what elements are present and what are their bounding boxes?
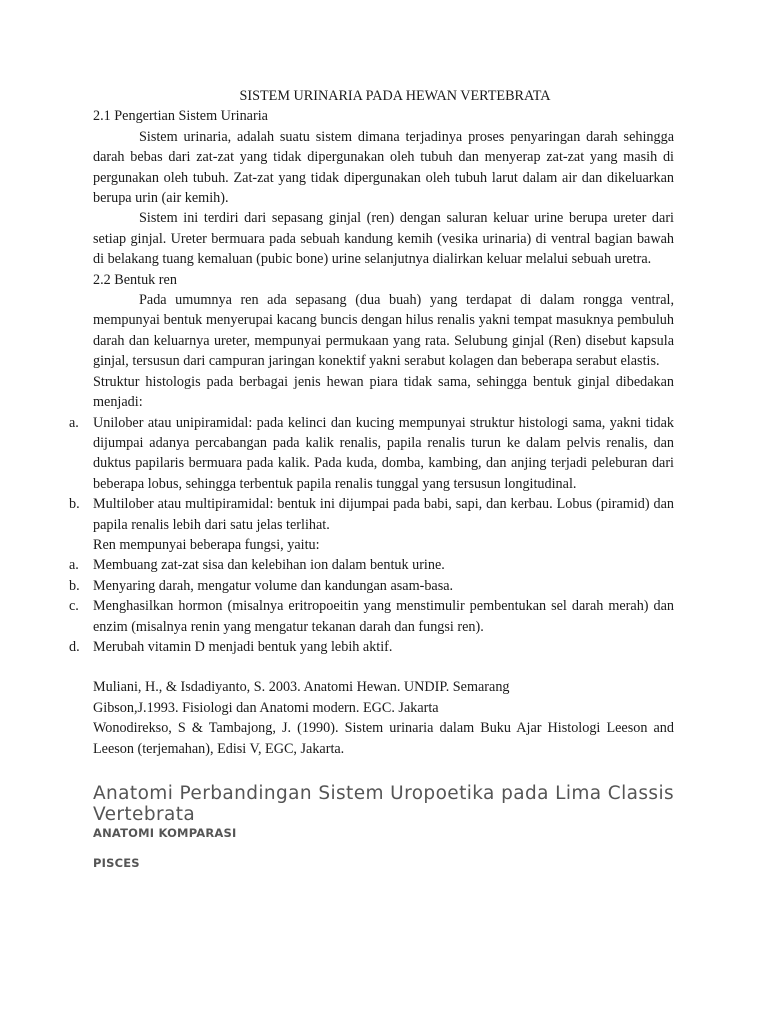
article-subheading: ANATOMI KOMPARASI <box>93 826 237 840</box>
list-item <box>69 494 674 535</box>
spacer <box>0 657 768 677</box>
list-item-text: Merubah vitamin D menjadi bentuk yang lebih aktif. <box>93 638 393 655</box>
list-item-text: Menyaring darah, mengatur volume dan kandungan asam-basa. <box>93 577 454 594</box>
paragraph: Sistem ini terdiri dari sepasang ginjal (ren) dengan saluran keluar urine berupa ureter dari setiap ginjal. Ureter bermuara pada sebuah kandung kemih (vesika urinaria) di ventral bagian bawah di belakang tuang kemaluan (pubic bone) urine selanjutnya dialirkan keluar melalui sebuah uretra. <box>93 210 674 268</box>
paragraph: Ren mempunyai beberapa fungsi, yaitu: <box>93 536 320 553</box>
reference-entry: Wonodirekso, S & Tambajong, J. (1990). Sistem urinaria dalam Buku Ajar Histologi Leeson and Leeson (terjemahan), Edisi V, EGC, Jakarta. <box>93 720 674 757</box>
section-heading-1: 2.1 Pengertian Sistem Urinaria <box>93 108 268 125</box>
list-item-text: Menghasilkan hormon (misalnya eritropoeitin yang menstimulir pembentukan sel darah merah) dan enzim (misalnya renin yang mengatur tekanan darah dan fungsi ren). <box>93 598 674 635</box>
list-item-text: Membuang zat-zat sisa dan kelebihan ion dalam bentuk urine. <box>93 557 445 574</box>
document-page <box>0 86 768 870</box>
section-heading-2: 2.2 Bentuk ren <box>93 271 177 288</box>
list-item <box>69 637 674 657</box>
paragraph: Pada umumnya ren ada sepasang (dua buah) yang terdapat di dalam rongga ventral, mempunyai bentuk menyerupai kacang buncis dengan hilus renalis yakni tempat masuknya pembuluh darah dan keluarnya ureter, mempunyai permukaan yang rata. Selubung ginjal (Ren) disebut kapsula ginjal, tersusun dari campuran jaringan konektif yakni serabut kolagen dan beberapa serabut elastis. <box>93 292 674 370</box>
document-title: SISTEM URINARIA PADA HEWAN VERTEBRATA <box>239 88 551 104</box>
list-marker: b. <box>69 577 80 594</box>
article-subsection: PISCES <box>93 856 140 870</box>
list-item-text: Multilober atau multipiramidal: bentuk ini dijumpai pada babi, sapi, dan kerbau. Lobus (piramid) dan papila renalis lebih dari satu jelas terlihat. <box>93 496 674 533</box>
list-item <box>69 413 674 495</box>
article-heading: Anatomi Perbandingan Sistem Uropoetika pada Lima Classis Vertebrata <box>93 783 675 825</box>
paragraph: Struktur histologis pada berbagai jenis hewan piara tidak sama, sehingga bentuk ginjal dibedakan menjadi: <box>93 373 674 411</box>
list-item <box>69 596 674 637</box>
list-item <box>69 576 674 596</box>
reference-entry: Muliani, H., & Isdadiyanto, S. 2003. Anatomi Hewan. UNDIP. Semarang <box>93 679 510 696</box>
list-marker: d. <box>69 638 80 655</box>
list-marker: a. <box>69 414 79 431</box>
list-marker: c. <box>69 598 79 615</box>
list-item-text: Unilober atau unipiramidal: pada kelinci dan kucing mempunyai struktur histologi sama, yakni tidak dijumpai adanya percabangan pada kalik renalis, papila renalis turun ke dalam pelvis renalis, dan duktus papilaris bermuara pada kalik. Pada kuda, domba, kambing, dan anjing terjadi peleburan dari beberapa lobus, sehingga terbentuk papila renalis tunggal yang tersusun longitudinal. <box>93 414 674 492</box>
reference-entry: Gibson,J.1993. Fisiologi dan Anatomi modern. EGC. Jakarta <box>93 699 439 716</box>
list-marker: a. <box>69 557 79 574</box>
list-marker: b. <box>69 496 80 513</box>
paragraph: Sistem urinaria, adalah suatu sistem dimana terjadinya proses penyaringan darah sehingga darah bebas dari zat-zat yang tidak dipergunakan oleh tubuh dan menyerap zat-zat yang masih di pergunakan oleh tubuh. Zat-zat yang tidak dipergunakan oleh tubuh larut dalam air dan dikeluarkan berupa urin (air kemih). <box>93 128 674 207</box>
list-item <box>69 555 674 575</box>
